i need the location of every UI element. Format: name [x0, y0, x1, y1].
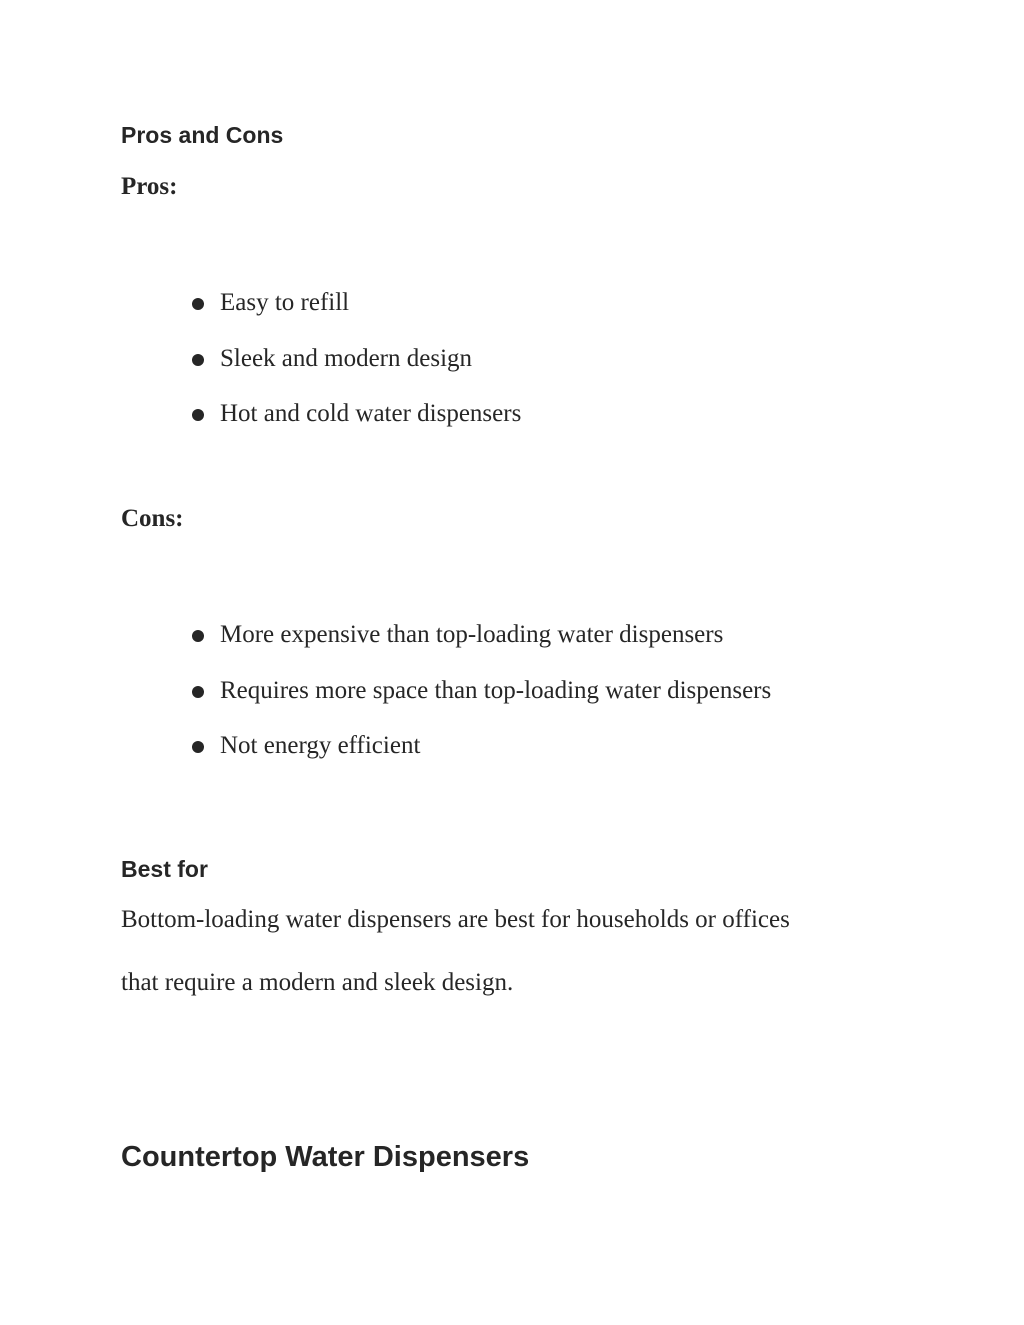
best-for-paragraph-line-2: that require a modern and sleek design.: [121, 969, 514, 996]
bullet-icon: [192, 354, 204, 366]
cons-list: [0, 620, 1024, 787]
cons-item-text: Requires more space than top-loading water dispensers: [220, 676, 772, 704]
pros-label: Pros:: [121, 173, 178, 200]
list-item: [0, 344, 1024, 400]
pros-and-cons-heading: Pros and Cons: [121, 122, 284, 148]
pros-item-text: Easy to refill: [220, 289, 350, 316]
cons-item-text: Not energy efficient: [220, 732, 421, 759]
bullet-icon: [192, 630, 204, 642]
bullet-icon: [192, 409, 204, 421]
cons-item-text: More expensive than top-loading water dispensers: [220, 621, 724, 648]
bullet-icon: [192, 298, 204, 310]
best-for-heading: Best for: [121, 856, 208, 882]
list-item: [0, 731, 1024, 787]
list-item: [0, 399, 1024, 455]
cons-label: Cons:: [121, 505, 184, 532]
best-for-paragraph-line-1: Bottom-loading water dispensers are best for households or offices: [121, 906, 790, 933]
list-item: [0, 288, 1024, 344]
list-item: [0, 676, 1024, 732]
pros-item-text: Hot and cold water dispensers: [220, 400, 522, 427]
bullet-icon: [192, 741, 204, 753]
countertop-heading: Countertop Water Dispensers: [121, 1141, 530, 1173]
pros-list: [0, 288, 1024, 455]
pros-item-text: Sleek and modern design: [220, 344, 473, 372]
bullet-icon: [192, 686, 204, 698]
list-item: [0, 620, 1024, 676]
